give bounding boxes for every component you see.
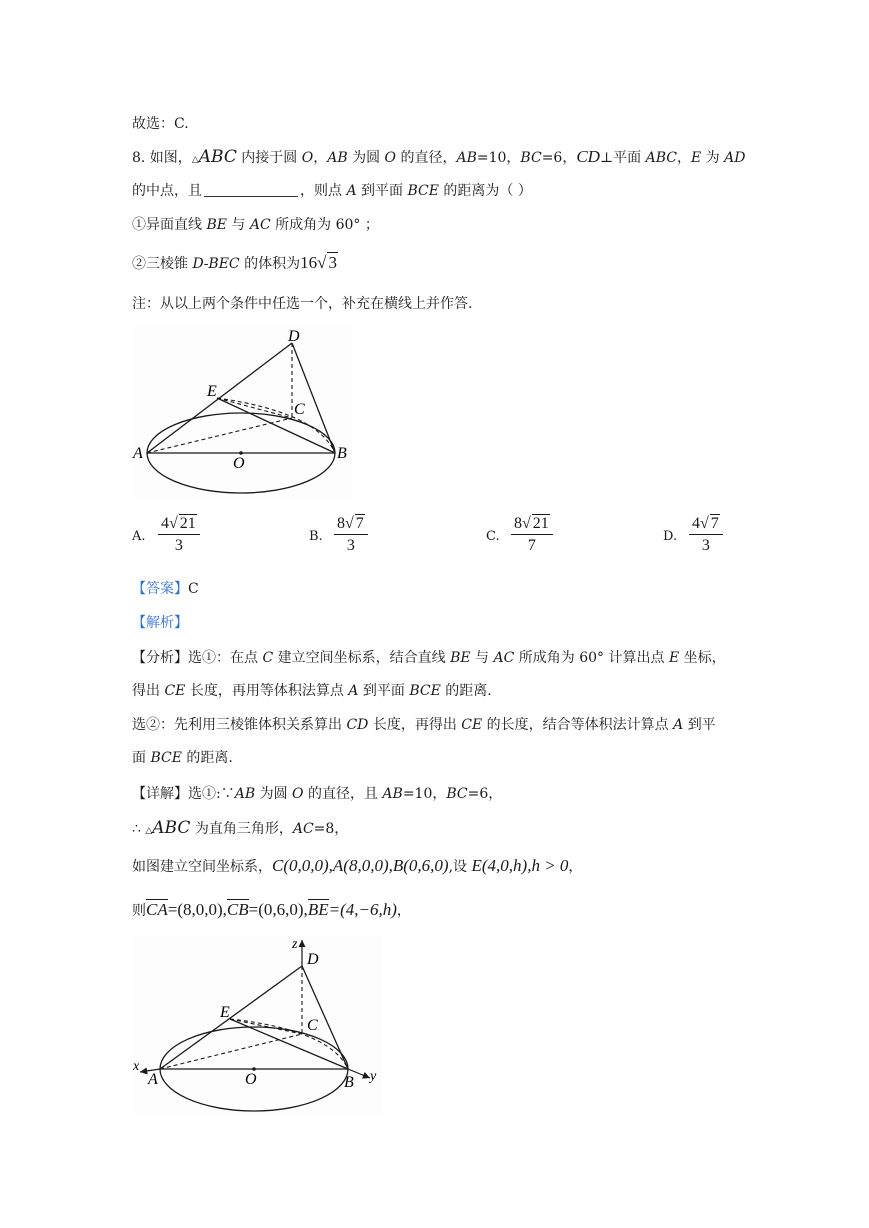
- label-o: O: [233, 455, 245, 472]
- answer-tag: 【答案】: [132, 581, 188, 597]
- previous-answer-line: 故选：C.: [132, 116, 189, 132]
- detail-4: 则CA=(8,0,0),CB=(0,6,0),BE=(4,−6,h)，: [132, 900, 411, 919]
- label-d: D: [288, 328, 300, 345]
- condition-2: ②三棱锥 D-BEC 的体积为16√ 3: [132, 253, 337, 272]
- analysis-heading: 【解析】: [132, 615, 188, 631]
- label-d: D: [307, 951, 319, 968]
- detail-3: 如图建立空间坐标系，C(0,0,0),A(8,0,0),B(0,6,0),设 E(4,0,h),h > 0，: [132, 856, 583, 875]
- label-e: E: [207, 383, 217, 400]
- question-8-stem: 8. 如图，△ABC 内接于圆 O，AB 为圆 O 的直径，AB=10，BC=6，CD⊥平面 ABC，E 为 AD: [132, 147, 746, 167]
- label-z: z: [292, 937, 298, 952]
- answer-value: C: [188, 581, 199, 597]
- label-c: C: [307, 1017, 318, 1034]
- detail-2: ∴ △ABC 为直角三角形，AC=8，: [132, 818, 349, 838]
- figure-2-coordinate-system: [132, 936, 382, 1114]
- label-a: A: [133, 445, 143, 462]
- analysis-p2: 得出 CE 长度，再用等体积法算点 A 到平面 BCE 的距离.: [132, 683, 492, 699]
- analysis-p1: 【分析】选①：在点 C 建立空间坐标系，结合直线 BE 与 AC 所成角为 60° 计算出点 E 坐标，: [132, 650, 726, 666]
- label-x: x: [133, 1059, 140, 1074]
- fill-in-blank[interactable]: [204, 182, 298, 197]
- analysis-p4: 面 BCE 的距离.: [132, 750, 233, 766]
- question-8-stem-cont: 的中点，且 ，则点 A 到平面 BCE 的距离为（ ）: [132, 183, 532, 199]
- label-e: E: [220, 1004, 230, 1021]
- label-o: O: [245, 1071, 257, 1088]
- label-b: B: [344, 1074, 354, 1091]
- label-y: y: [370, 1069, 377, 1084]
- figure-1-tetrahedron: [132, 326, 352, 498]
- analysis-p3: 选②：先利用三棱锥体积关系算出 CD 长度，再得出 CE 的长度，结合等体积法计算点 A 到平: [132, 717, 716, 733]
- label-b: B: [337, 445, 347, 462]
- label-c: C: [294, 401, 305, 418]
- note-line: 注：从以上两个条件中任选一个，补充在横线上并作答.: [132, 296, 473, 312]
- label-a: A: [148, 1071, 158, 1088]
- condition-1: ①异面直线 BE 与 AC 所成角为 60° ；: [132, 217, 379, 233]
- detail-1: 【详解】选①:∵AB 为圆 O 的直径，且 AB=10，BC=6，: [132, 786, 503, 802]
- answer-line: [132, 579, 199, 599]
